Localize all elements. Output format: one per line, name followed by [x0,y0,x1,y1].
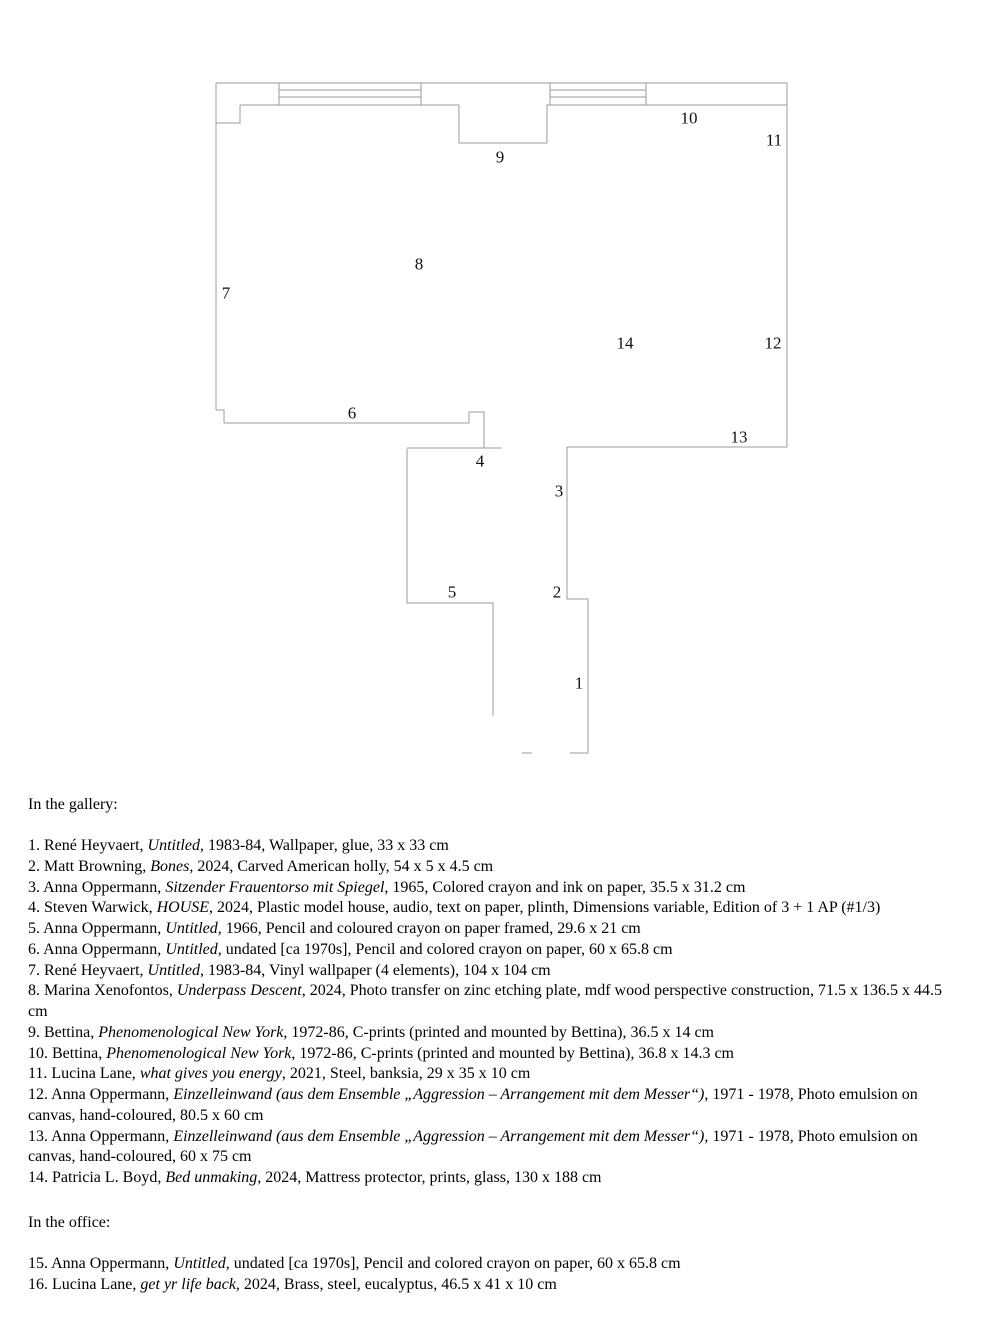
artwork-title: Bed unmaking [165,1169,258,1186]
artwork-text: 2. Matt Browning, [28,857,151,875]
room-label-11: 11 [765,130,783,150]
room-label-13: 13 [730,427,748,447]
window-block [279,83,421,105]
artwork-text: 16. Lucina Lane, [28,1275,141,1293]
artwork-title: Untitled [165,940,218,958]
artwork-text: , 2021, Steel, banksia, 29 x 35 x 10 cm [281,1065,531,1083]
artwork-text: 1. René Heyvaert, [28,837,148,854]
office-artwork-item-1 [28,1254,958,1275]
room-label-7: 7 [221,283,231,303]
artwork-title: Einzelleinwand (aus dem Ensemble „Aggression – Arrangement mit dem Messer“) [173,1086,705,1103]
gallery-artwork-item-5 [28,919,958,940]
artwork-text: , 1983-84, Wallpaper, glue, 33 x 33 cm [199,837,449,854]
artwork-title: Phenomenological New York [106,1044,292,1062]
artwork-text: , 2024, Mattress protector, prints, glass, 130 x 188 cm [257,1169,602,1186]
wall-line [216,83,787,753]
artwork-text: , 1966, Pencil and coloured crayon on paper framed, 29.6 x 21 cm [217,920,641,937]
artwork-title: Untitled [147,837,200,854]
artwork-text: , 1983-84, Vinyl wallpaper (4 elements), 104 x 104 cm [199,961,551,979]
artwork-text: 9. Bettina, [28,1023,99,1041]
artwork-text: 12. Anna Oppermann, [28,1086,174,1103]
room-label-9: 9 [495,147,505,167]
wall-line [216,83,240,123]
room-label-6: 6 [347,403,357,423]
office-artwork-item-2 [28,1275,958,1296]
artwork-title: Untitled [147,961,200,979]
gallery-artwork-item-12 [28,1085,958,1127]
artwork-text: , 2024, Plastic model house, audio, text on paper, plinth, Dimensions variable, Edition of 3 + 1 AP (#1/3) [209,899,881,917]
artwork-text: 6. Anna Oppermann, [28,940,166,958]
gallery-artwork-item-4 [28,898,958,919]
gallery-artwork-item-10 [28,1044,958,1065]
gallery-artwork-item-7 [28,961,958,982]
artwork-text: , 1971 - 1978, Photo emulsion on canvas, hand-coloured, 80.5 x 60 cm [28,1086,918,1124]
artwork-title: Sitzender Frauentorso mit Spiegel [165,878,385,896]
artwork-title: HOUSE [156,899,210,917]
gallery-artwork-item-2 [28,857,958,878]
artwork-text: 7. René Heyvaert, [28,961,148,979]
artwork-text: , undated [ca 1970s], Pencil and colored crayon on paper, 60 x 65.8 cm [225,1255,681,1272]
wall-line [469,412,484,448]
wall-line [216,410,224,423]
artwork-text: 15. Anna Oppermann, [28,1255,174,1272]
artwork-text: , 1972-86, C-prints (printed and mounted by Bettina), 36.5 x 14 cm [283,1023,714,1041]
wall-line [240,105,787,143]
artwork-text: , 2024, Photo transfer on zinc etching plate, mdf wood perspective construction, 71.5 x 136.5 x 44.5 cm [28,982,943,1020]
gallery-artwork-item-3 [28,878,958,899]
office-section-heading: In the office: [28,1214,111,1231]
gallery-artwork-item-11 [28,1064,958,1085]
artwork-title: Untitled [165,920,218,937]
artwork-text: 5. Anna Oppermann, [28,920,166,937]
artwork-title: Phenomenological New York [98,1023,284,1041]
room-label-12: 12 [764,333,782,353]
artwork-text: , 1971 - 1978, Photo emulsion on canvas, hand-coloured, 60 x 75 cm [28,1127,918,1166]
artwork-text: , 2024, Carved American holly, 54 x 5 x 4.5 cm [189,857,494,875]
artwork-title: get yr life back [140,1275,236,1293]
gallery-artwork-item-13 [28,1127,958,1169]
artwork-text: 8. Marina Xenofontos, [28,982,177,1000]
room-label-4: 4 [475,451,485,471]
artwork-text: 14. Patricia L. Boyd, [28,1169,166,1186]
artwork-text: 13. Anna Oppermann, [28,1127,174,1145]
artwork-text: , 1965, Colored crayon and ink on paper, 35.5 x 31.2 cm [384,878,746,896]
artwork-text: 3. Anna Oppermann, [28,878,166,896]
artwork-text: , 1972-86, C-prints (printed and mounted by Bettina), 36.8 x 14.3 cm [291,1044,734,1062]
artwork-text: , undated [ca 1970s], Pencil and colored crayon on paper, 60 x 65.8 cm [217,940,673,958]
gallery-artwork-item-1 [28,836,958,857]
gallery-artwork-list [28,836,958,1189]
artwork-title: Bones [150,857,190,875]
office-artwork-list [28,1254,958,1296]
room-label-1: 1 [574,673,584,693]
artwork-title: Einzelleinwand (aus dem Ensemble „Aggression – Arrangement mit dem Messer“) [173,1127,705,1145]
room-label-5: 5 [447,582,457,602]
artwork-text: 10. Bettina, [28,1044,107,1062]
room-label-2: 2 [552,582,562,602]
artwork-text: 11. Lucina Lane, [28,1065,140,1083]
room-label-14: 14 [616,333,634,353]
room-label-8: 8 [414,254,424,274]
artwork-title: Underpass Descent [176,982,302,1000]
artwork-text: 4. Steven Warwick, [28,899,157,917]
gallery-artwork-item-6 [28,940,958,961]
artwork-title: Untitled [173,1255,226,1272]
gallery-section-heading: In the gallery: [28,796,118,813]
artwork-title: what gives you energy [139,1065,282,1083]
gallery-artwork-item-14 [28,1168,958,1189]
room-label-3: 3 [554,481,564,501]
room-label-10: 10 [680,108,698,128]
gallery-artwork-item-8 [28,981,958,1023]
window-block [550,83,646,105]
artwork-text: , 2024, Brass, steel, eucalyptus, 46.5 x 41 x 10 cm [235,1275,557,1293]
gallery-artwork-item-9 [28,1023,958,1044]
